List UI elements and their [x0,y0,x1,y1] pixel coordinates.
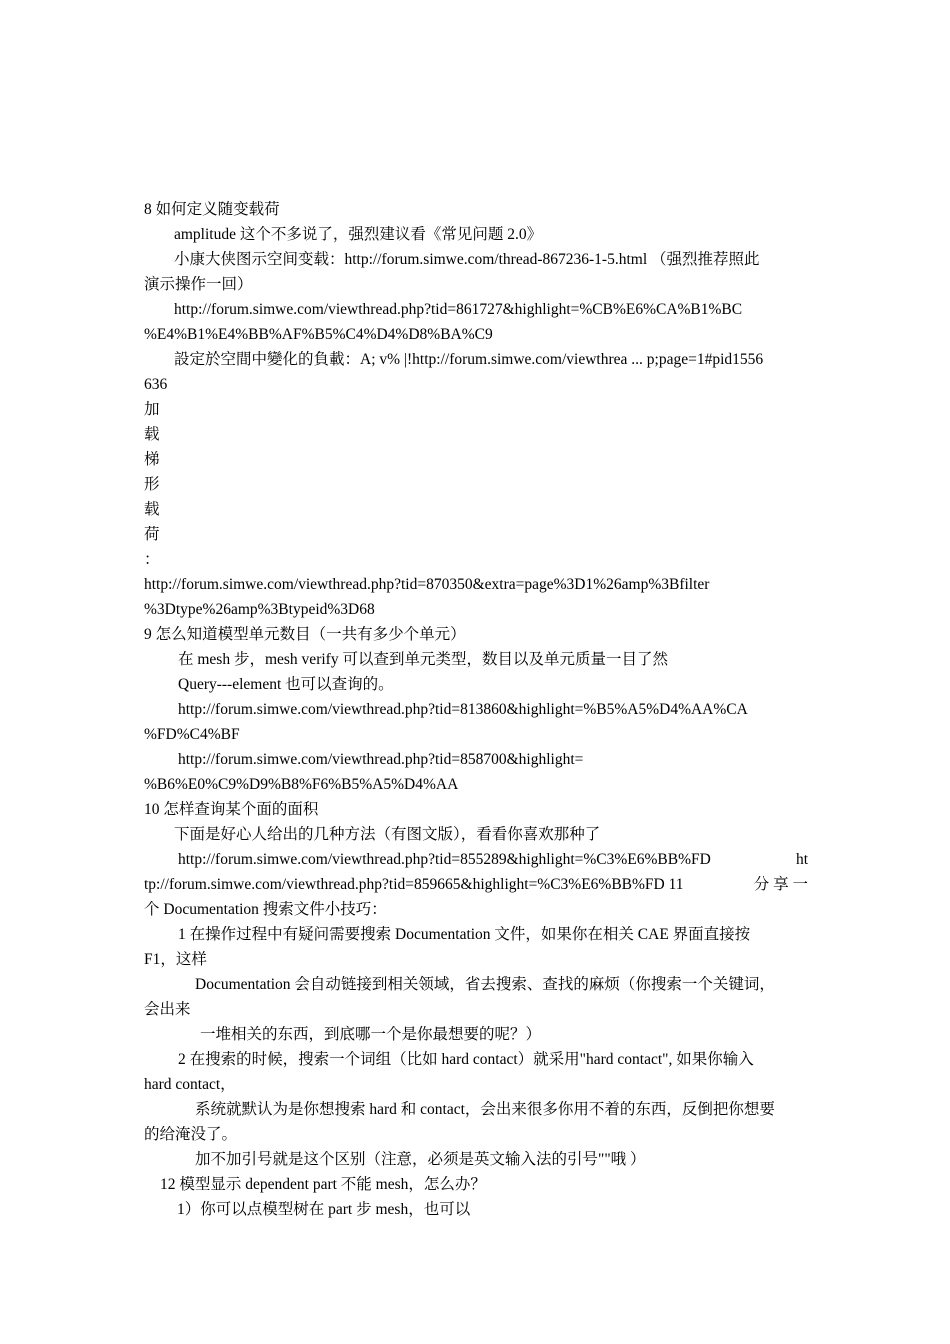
link-text: %3Dtype%26amp%3Btypeid%3D68 [144,601,375,618]
text-line: amplitude 这个不多说了，强烈建议看《常见问题 2.0》 [174,226,543,243]
text-line: Documentation 会自动链接到相关领域，省去搜索、查找的麻烦（你搜索一个关键词， [195,976,775,993]
text-line: 1 在操作过程中有疑问需要搜索 Documentation 文件，如果你在相关 CAE 界面直接按 [178,926,751,943]
link-text: tp://forum.simwe.com/viewthread.php?tid=859665&highlight=%C3%E6%BB%FD 11 [144,876,684,893]
text-line: 会出来 [144,1001,191,1018]
link-text-tail: ht [795,851,808,868]
text-line: 一堆相关的东西，到底哪一个是你最想要的呢？） [200,1026,542,1043]
text-line: Query---element 也可以查询的。 [178,676,394,693]
link-text: http://forum.simwe.com/viewthread.php?tid=813860&highlight=%B5%A5%D4%AA%CA [178,701,748,718]
text-line: 1）你可以点模型树在 part 步 mesh，也可以 [177,1201,471,1218]
text-line: hard contact， [144,1076,236,1093]
link-line [144,875,808,895]
text-line: 小康大侠图示空间变载：http://forum.simwe.com/thread-867236-1-5.html （强烈推荐照此 [174,251,760,268]
text-line: 系统就默认为是你想搜索 hard 和 contact，会出来很多你用不着的东西，反倒把你想要 [195,1101,775,1118]
section-9-heading: 9 怎么知道模型单元数目（一共有多少个单元） [144,626,466,643]
link-text: %E4%B1%E4%BB%AF%B5%C4%D4%D8%BA%C9 [144,326,493,343]
section-10-heading: 10 怎样查询某个面的面积 [144,801,319,818]
text-line: 演示操作一回） [144,276,253,293]
text-line: 設定於空間中變化的負載：A; v% |!http://forum.simwe.com/viewthrea ... p;page=1#pid1556 [174,351,764,368]
vertical-char: 载 [144,426,160,443]
vertical-char: 形 [144,476,160,493]
vertical-char: 载 [144,501,160,518]
text-line: F1，这样 [144,951,207,968]
link-text: http://forum.simwe.com/viewthread.php?tid=855289&highlight=%C3%E6%BB%FD [178,851,711,868]
text-line: 2 在搜索的时候，搜索一个词组（比如 hard contact）就采用"hard contact", 如果你输入 [178,1051,754,1068]
link-text: http://forum.simwe.com/viewthread.php?tid=861727&highlight=%CB%E6%CA%B1%BC [174,301,743,318]
section-12-heading: 12 模型显示 dependent part 不能 mesh，怎么办？ [160,1176,486,1193]
link-text: http://forum.simwe.com/viewthread.php?tid=858700&highlight= [178,751,584,768]
text-line: 个 Documentation 搜索文件小技巧： [144,901,387,918]
vertical-char: 加 [144,401,160,418]
text-line: 在 mesh 步，mesh verify 可以查到单元类型，数目以及单元质量一目了然 [178,651,668,668]
text-line: 636 [144,376,168,393]
vertical-char: 梯 [144,451,160,468]
text-line: 加不加引号就是这个区别（注意，必须是英文输入法的引号""哦 ） [195,1151,646,1168]
vertical-char: ： [144,551,160,568]
text-line: 下面是好心人给出的几种方法（有图文版），看看你喜欢那种了 [174,826,601,843]
link-text: %B6%E0%C9%D9%B8%F6%B5%A5%D4%AA [144,776,459,793]
section-11-heading-start: 分 享 一 [753,876,808,893]
link-line [178,850,808,870]
section-8-heading: 8 如何定义随变载荷 [144,201,280,218]
link-text: %FD%C4%BF [144,726,240,743]
vertical-char: 荷 [144,526,160,543]
text-line: 的给淹没了。 [144,1126,238,1143]
link-text: http://forum.simwe.com/viewthread.php?tid=870350&extra=page%3D1%26amp%3Bfilter [144,576,710,593]
